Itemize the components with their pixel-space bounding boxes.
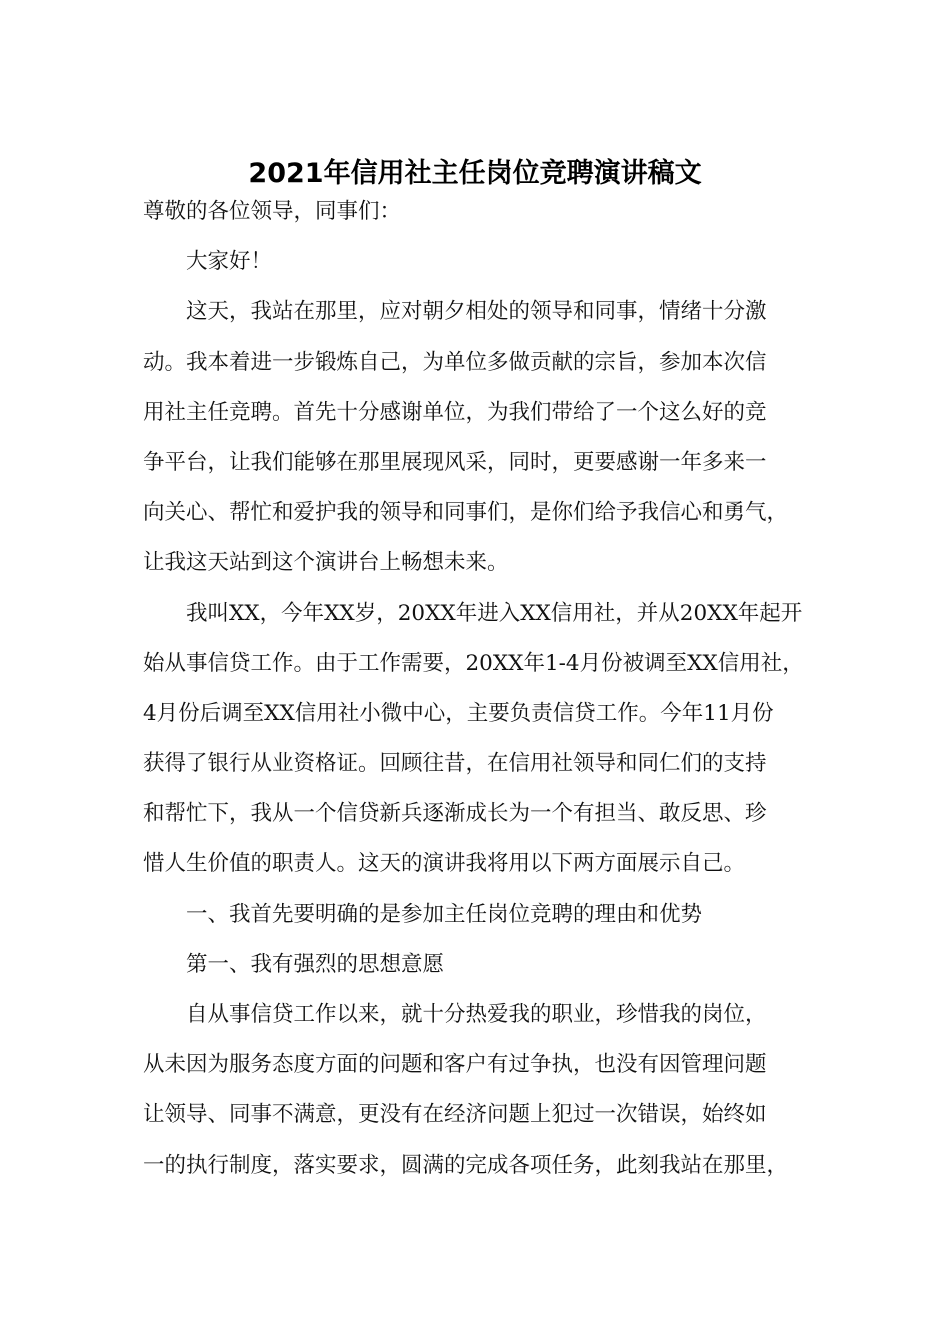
body-line: 自从事信贷工作以来，就十分热爱我的职业，珍惜我的岗位，: [186, 1002, 767, 1027]
body-line: 争平台，让我们能够在那里展现风采，同时，更要感谢一年多来一: [143, 449, 767, 475]
body-line: 从未因为服务态度方面的问题和客户有过争执，也没有因管理问题: [143, 1052, 767, 1078]
body-line: 用社主任竞聘。首先十分感谢单位，为我们带给了一个这么好的竞: [143, 399, 767, 425]
subsection-heading: 第一、我有强烈的思想意愿: [186, 951, 445, 977]
body-line: 让我这天站到这个演讲台上畅想未来。: [143, 550, 509, 576]
body-line: 惜人生价值的职责人。这天的演讲我将用以下两方面展示自己。: [143, 851, 746, 877]
body-line: 让领导、同事不满意，更没有在经济问题上犯过一次错误，始终如: [143, 1102, 767, 1128]
body-line: 一的执行制度，落实要求，圆满的完成各项任务，此刻我站在那里，: [143, 1152, 789, 1178]
body-line: 向关心、帮忙和爱护我的领导和同事们，是你们给予我信心和勇气，: [143, 500, 789, 526]
body-line: 这天，我站在那里，应对朝夕相处的领导和同事，情绪十分激: [186, 299, 767, 325]
body-line: 我叫XX，今年XX岁，20XX年进入XX信用社，并从20XX年起开: [186, 600, 803, 626]
document-body: [143, 187, 815, 1191]
document-title: 2021年信用社主任岗位竞聘演讲稿文: [248, 158, 702, 189]
body-line: 动。我本着进一步锻炼自己，为单位多做贡献的宗旨，参加本次信: [143, 349, 767, 375]
body-line: 和帮忙下，我从一个信贷新兵逐渐成长为一个有担当、敢反思、珍: [143, 801, 767, 827]
section-heading: 一、我首先要明确的是参加主任岗位竞聘的理由和优势: [186, 901, 703, 927]
body-line: 4月份后调至XX信用社小微中心，主要负责信贷工作。今年11月份: [143, 700, 774, 726]
body-line: 获得了银行从业资格证。回顾往昔，在信用社领导和同仁们的支持: [143, 751, 767, 777]
body-line: 始从事信贷工作。由于工作需要，20XX年1-4月份被调至XX信用社，: [143, 650, 804, 676]
body-line: 大家好！: [186, 249, 273, 275]
body-line: 尊敬的各位领导，同事们：: [143, 199, 402, 224]
